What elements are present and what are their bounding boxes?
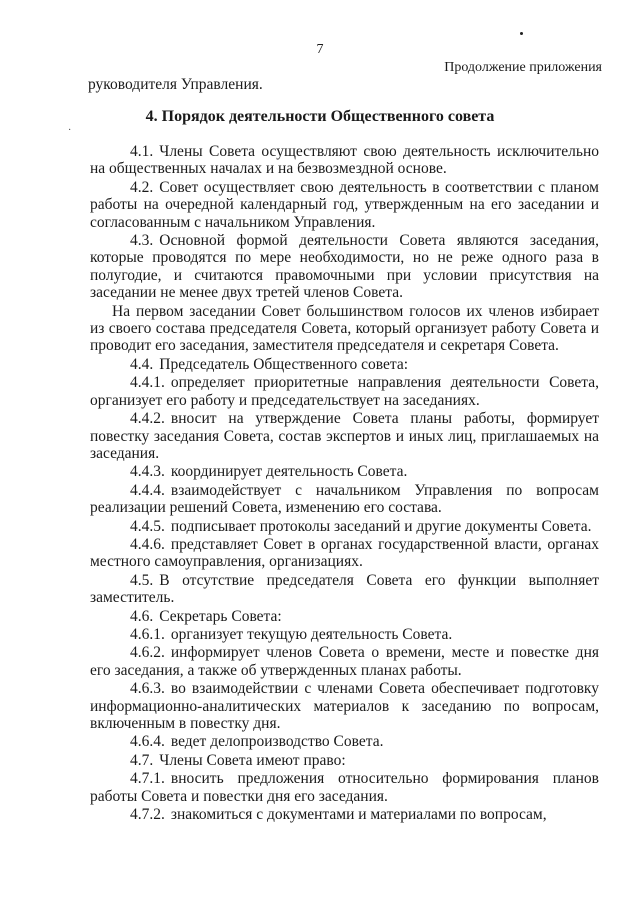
paragraph-4-7-1: 4.7.1. вносить предложения относительно формирования планов работы Совета и повестки дня его заседания. (90, 770, 599, 805)
paragraph-4-6-2: 4.6.2. информирует членов Совета о времени, месте и повестке дня его заседания, а также об утвержденных планах работы. (90, 644, 599, 679)
appendix-note: Продолжение приложения (444, 60, 602, 75)
paragraph-4-4-3: 4.4.3. координирует деятельность Совета. (130, 463, 408, 481)
paragraph-4-6: 4.6. Секретарь Совета: (130, 607, 282, 625)
paragraph-4-4-4: 4.4.4. взаимодействует с начальником Управления по вопросам реализации решений Совета, изменению его состава. (90, 481, 599, 517)
paragraph-4-2: 4.2. Совет осуществляет свою деятельность в соответствии с планом работы на очередной календарный год, утвержденным на его заседании и согласованным с начальником Управления. (90, 178, 599, 231)
scan-mark (520, 32, 523, 35)
paragraph-4-5: 4.5. В отсутствие председателя Совета его функции выполняет заместитель. (90, 571, 599, 607)
paragraph-4-6-3: 4.6.3. во взаимодействии с членами Совета обеспечивает подготовку информационно-аналитических материалов к заседанию по вопросам, включенным в повестку дня. (90, 680, 599, 732)
paragraph-4-6-1: 4.6.1. организует текущую деятельность Совета. (130, 625, 453, 643)
lead-line: руководителя Управления. (88, 76, 263, 93)
paragraph-4-4-6: 4.4.6. представляет Совет в органах государственной власти, органах местного самоуправления, организациях. (90, 535, 599, 571)
margin-mark: · (68, 125, 72, 136)
paragraph-4-6-4: 4.6.4. ведет делопроизводство Совета. (130, 733, 384, 751)
section-heading: 4. Порядок деятельности Общественного совета (145, 108, 495, 125)
paragraph-4-4-2: 4.4.2. вносит на утверждение Совета планы работы, формирует повестку заседания Совета, состав экспертов и иных лиц, приглашаемых на заседания. (90, 410, 599, 462)
paragraph-4-7-2: 4.7.2. знакомиться с документами и материалами по вопросам, (130, 806, 547, 824)
page-number: 7 (316, 42, 324, 57)
paragraph-4-4-1: 4.4.1. определяет приоритетные направления деятельности Совета, организует его работу и председательствует на заседаниях. (90, 374, 599, 409)
paragraph-4-3: 4.3. Основной формой деятельности Совета являются заседания, которые проводятся по мере необходимости, но не реже одного раза в полугодие, и считаются правомочными при условии присутствия на заседании не менее двух третей членов Совета. (90, 232, 599, 302)
paragraph-4-7: 4.7. Члены Совета имеют право: (130, 751, 346, 769)
paragraph-first-meeting: На первом заседании Совет большинством голосов их членов избирает из своего состава председателя Совета, который организует работу Совета и проводит его заседания, заместителя председателя и секретаря Совета. (90, 302, 599, 355)
paragraph-4-4-5: 4.4.5. подписывает протоколы заседаний и другие документы Совета. (130, 517, 592, 535)
paragraph-4-4: 4.4. Председатель Общественного совета: (130, 355, 409, 373)
paragraph-4-1: 4.1. Члены Совета осуществляют свою деятельность исключительно на общественных началах и на безвозмездной основе. (90, 143, 599, 178)
document-body (90, 143, 599, 824)
